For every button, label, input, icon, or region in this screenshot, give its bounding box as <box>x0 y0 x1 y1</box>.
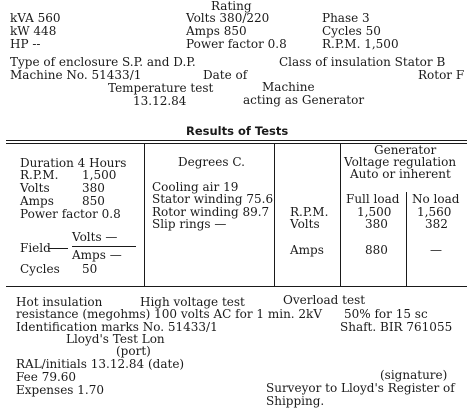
volts-result: 380 <box>82 181 105 195</box>
gen-rpm-label: R.P.M. <box>290 205 329 219</box>
kva-value: kVA 560 <box>10 11 61 25</box>
shaft-number: Shaft. BIR 761055 <box>340 320 453 334</box>
shipping-line: Shipping. <box>266 394 325 408</box>
table-bottom-rule <box>6 286 467 287</box>
field-label: Field <box>20 241 51 255</box>
generator-title: Generator <box>374 143 437 157</box>
volts-value: Volts 380/220 <box>186 11 270 25</box>
rpm-result: 1,500 <box>82 168 117 182</box>
volts-label: Volts <box>20 181 50 195</box>
overload-value: 50% for 15 sc <box>344 307 428 321</box>
voltage-regulation-label: Voltage regulation <box>344 155 457 169</box>
full-load-amps: 880 <box>365 243 388 257</box>
fee-value: Fee 79.60 <box>16 370 77 384</box>
test-date: 13.12.84 <box>133 94 187 108</box>
field-amps: Amps — <box>72 248 122 262</box>
temperature-test-label: Temperature test <box>108 81 214 95</box>
cycles-label: Cycles <box>20 262 60 276</box>
rotor-winding: Rotor winding 89.7 <box>152 205 270 219</box>
no-load-amps: — <box>430 243 442 257</box>
stator-winding: Stator winding 75.6 <box>152 192 274 206</box>
no-load-header: No load <box>412 192 460 206</box>
field-dash <box>48 248 68 249</box>
cooling-air: Cooling air 19 <box>152 180 239 194</box>
high-voltage-label: High voltage test <box>140 295 245 309</box>
enclosure-type: Type of enclosure S.P. and D.P. <box>10 55 196 69</box>
rating-title: Rating <box>211 0 252 13</box>
degrees-title: Degrees C. <box>178 155 245 169</box>
gen-amps-label: Amps <box>290 243 324 257</box>
kw-value: kW 448 <box>10 24 57 38</box>
hp-value: HP -- <box>10 37 41 51</box>
resistance-line: resistance (megohms) 100 volts AC for 1 min. 2kV <box>16 307 322 321</box>
rpm-value: R.P.M. 1,500 <box>322 37 399 51</box>
power-factor-value: Power factor 0.8 <box>186 37 287 51</box>
results-title: Results of Tests <box>186 124 289 138</box>
cycles-value: Cycles 50 <box>322 24 381 38</box>
field-fraction-bar <box>72 246 136 247</box>
slip-rings: Slip rings — <box>152 217 227 231</box>
overload-label: Overload test <box>283 293 366 307</box>
column-divider-1 <box>144 143 145 286</box>
power-factor-result: Power factor 0.8 <box>20 207 121 221</box>
amps-label: Amps <box>20 194 54 208</box>
amps-value: Amps 850 <box>186 24 247 38</box>
identification-marks: Identification marks No. 51433/1 <box>16 320 218 334</box>
rpm-label: R.P.M. <box>20 168 59 182</box>
insulation-class: Class of insulation Stator B <box>279 55 446 69</box>
full-load-volts: 380 <box>365 217 388 231</box>
lloyds-test-location: Lloyd's Test Lon <box>66 332 165 346</box>
gen-volts-label: Volts <box>290 217 320 231</box>
date-of-label: Date of <box>203 68 248 82</box>
expenses-value: Expenses 1.70 <box>16 383 104 397</box>
table-top-rule <box>6 140 467 141</box>
ral-initials: RAL/initials 13.12.84 (date) <box>16 357 185 371</box>
auto-inherent-label: Auto or inherent <box>350 167 451 181</box>
rotor-class: Rotor F <box>418 68 465 82</box>
cycles-result: 50 <box>82 262 98 276</box>
amps-result: 850 <box>82 194 105 208</box>
signature-label: (signature) <box>380 368 448 382</box>
acting-as-label: acting as Generator <box>243 93 365 107</box>
surveyor-line: Surveyor to Lloyd's Register of <box>266 381 455 395</box>
field-volts: Volts — <box>72 230 118 244</box>
duration-label: Duration 4 Hours <box>20 156 127 170</box>
load-column-divider <box>406 192 407 286</box>
phase-value: Phase 3 <box>322 11 370 25</box>
full-load-header: Full load <box>346 192 400 206</box>
no-load-rpm: 1,560 <box>417 205 452 219</box>
full-load-rpm: 1,500 <box>357 205 392 219</box>
port-label: (port) <box>116 344 151 358</box>
column-divider-2 <box>274 143 275 286</box>
hot-insulation-label: Hot insulation <box>16 295 103 309</box>
machine-number: Machine No. 51433/1 <box>10 68 142 82</box>
column-divider-3 <box>340 143 341 286</box>
machine-label: Machine <box>262 80 315 94</box>
no-load-volts: 382 <box>425 217 448 231</box>
